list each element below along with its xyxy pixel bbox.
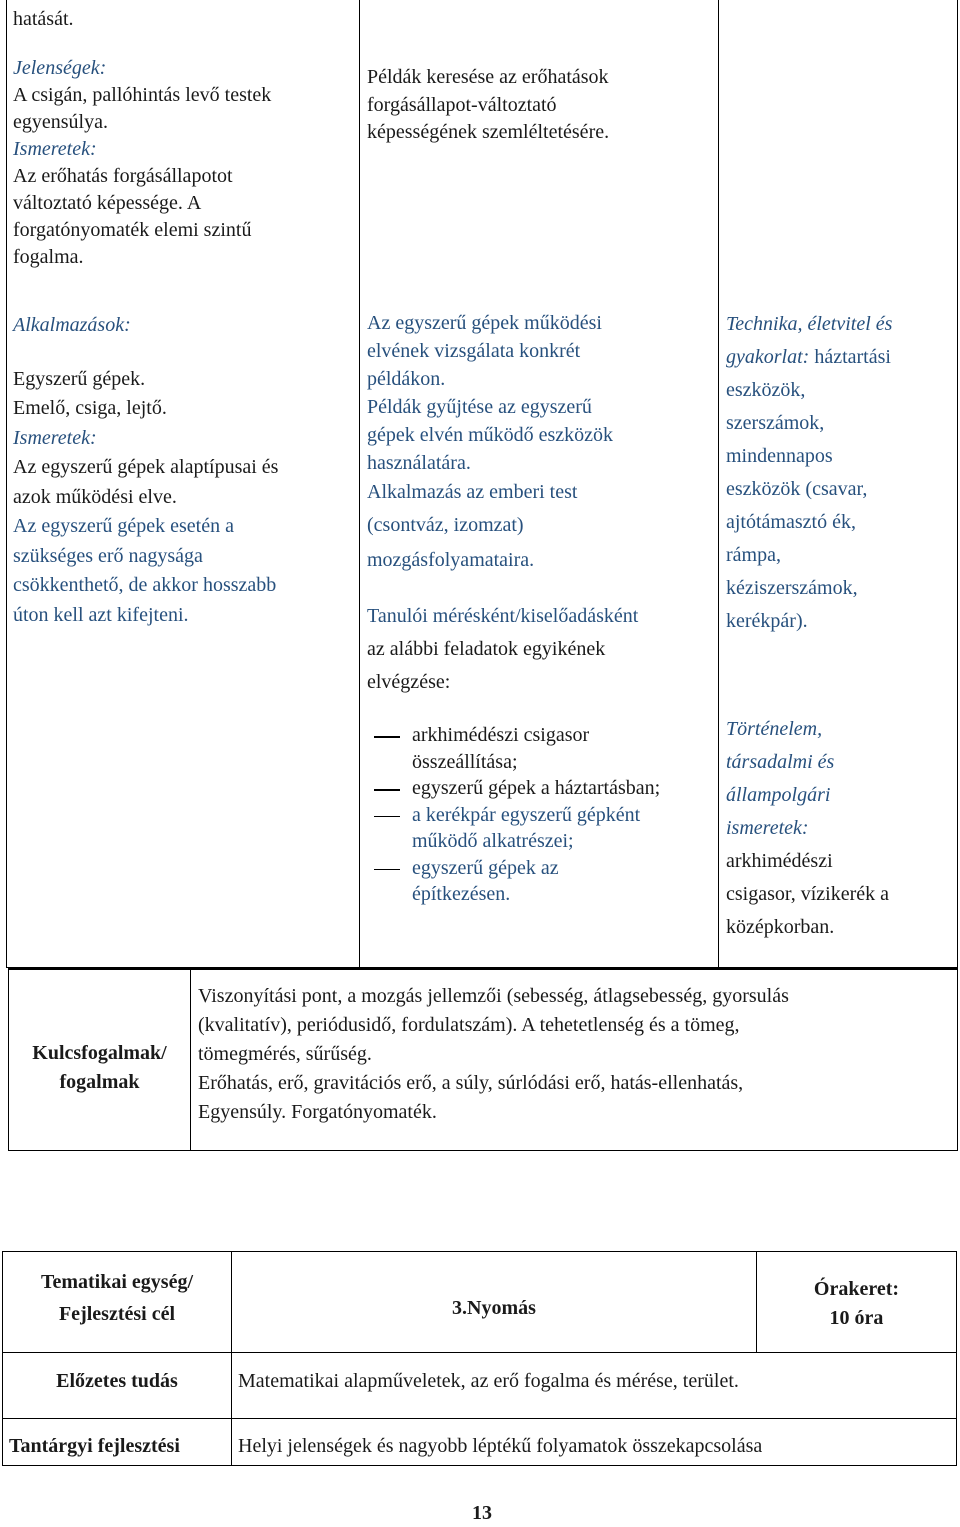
text-line: elvégzése: bbox=[367, 671, 451, 693]
text-line: úton kell azt kifejteni. bbox=[13, 603, 189, 626]
col3-lower-cell bbox=[726, 308, 954, 638]
text-line: forgatónyomaték elemi szintű bbox=[13, 219, 252, 241]
text-line: (kvalitatív), periódusidő, fordulatszám). A tehetetlenség és a tömeg, bbox=[198, 1014, 740, 1036]
text-line: középkorban. bbox=[726, 916, 835, 938]
intro-line: hatását. bbox=[13, 8, 74, 30]
text-line: az alábbi feladatok egyikének bbox=[367, 638, 606, 660]
theme-value: 3.Nyomás bbox=[452, 1297, 536, 1319]
text-line: Az egyszerű gépek alaptípusai és bbox=[13, 456, 279, 478]
table-border bbox=[2, 1251, 957, 1252]
text-line: szükséges erő nagysága bbox=[13, 544, 203, 567]
key-concepts-text bbox=[198, 982, 954, 1127]
text-line: háztartási bbox=[814, 346, 891, 368]
col2-upper-cell bbox=[367, 64, 712, 147]
list-item bbox=[366, 802, 716, 855]
theme-label bbox=[3, 1266, 231, 1330]
text-line: (csontváz, izomzat) bbox=[367, 514, 524, 536]
text-line: működő alkatrészei; bbox=[412, 830, 574, 852]
table-border bbox=[2, 1465, 957, 1466]
col3-lower-cell-history bbox=[726, 713, 954, 944]
text-line: Egyszerű gépek. bbox=[13, 367, 146, 390]
text-line: A csigán, pallóhintás levő testek bbox=[13, 84, 272, 106]
text-line: gépek elvén működő eszközök bbox=[367, 424, 614, 446]
technika-label: gyakorlat: bbox=[726, 346, 810, 368]
text-line: egyensúlya. bbox=[13, 111, 108, 133]
text-line: eszközök (csavar, bbox=[726, 478, 868, 500]
col2-lower-cell bbox=[367, 309, 712, 577]
hours-label: Órakeret: bbox=[813, 1278, 900, 1300]
text-line: ajtótámasztó ék, bbox=[726, 511, 856, 533]
text-line: szerszámok, bbox=[726, 412, 825, 434]
table-border bbox=[718, 0, 719, 968]
dev-label: Tantárgyi fejlesztési bbox=[9, 1435, 180, 1457]
text-line: arkhimédészi bbox=[726, 850, 833, 872]
text-line: a kerékpár egyszerű gépként bbox=[412, 803, 641, 826]
text-line: forgásállapot-változtató bbox=[367, 93, 557, 116]
text-line: kerékpár). bbox=[726, 610, 808, 632]
hours-cell bbox=[757, 1275, 956, 1333]
task-list bbox=[366, 722, 716, 908]
text-line: egyszerű gépek az bbox=[412, 856, 559, 879]
table-border bbox=[2, 1418, 957, 1419]
list-item bbox=[366, 775, 716, 802]
text-line: Az egyszerű gépek működési bbox=[367, 312, 602, 334]
jelensegek-label: Jelenségek: bbox=[13, 57, 107, 79]
text-line: arkhimédészi csigasor bbox=[412, 724, 590, 746]
text-line: példákon. bbox=[367, 368, 446, 390]
text-line: építkezésen. bbox=[412, 883, 511, 905]
label-line: Tematikai egység/ bbox=[40, 1271, 194, 1293]
text-line: kéziszerszámok, bbox=[726, 577, 858, 599]
text-line: Az egyszerű gépek esetén a bbox=[13, 515, 234, 537]
table-border bbox=[2, 1352, 957, 1353]
tortenelem-label: Történelem, bbox=[726, 718, 823, 740]
tortenelem-label: állampolgári bbox=[726, 784, 831, 806]
alkalmazasok-label: Alkalmazások: bbox=[13, 314, 131, 336]
prior-label: Előzetes tudás bbox=[56, 1370, 178, 1392]
text-line: csigasor, vízikerék a bbox=[726, 883, 890, 905]
tortenelem-label: ismeretek: bbox=[726, 817, 809, 839]
text-line: mindennapos bbox=[726, 445, 833, 467]
tortenelem-label: társadalmi és bbox=[726, 751, 835, 773]
ismeretek-label: Ismeretek: bbox=[13, 138, 97, 160]
table-border bbox=[8, 968, 958, 970]
text-line: Példák keresése az erőhatások bbox=[367, 66, 609, 88]
table-border bbox=[231, 1251, 232, 1466]
text-line: Az erőhatás forgásállapotot bbox=[13, 165, 233, 187]
text-line: eszközök, bbox=[726, 379, 806, 401]
label-line: Fejlesztési cél bbox=[58, 1303, 176, 1325]
col1-lower-cell bbox=[13, 311, 353, 630]
text-line: Tanulói mérésként/kiselőadásként bbox=[367, 605, 639, 627]
list-item bbox=[366, 855, 716, 908]
hours-value: 10 óra bbox=[829, 1307, 884, 1329]
table-border bbox=[956, 1251, 957, 1466]
text-line: tömegmérés, sűrűség. bbox=[198, 1043, 372, 1065]
text-line: Példák gyűjtése az egyszerű bbox=[367, 396, 592, 418]
prior-value: Matematikai alapműveletek, az erő fogalma és mérése, terület. bbox=[238, 1370, 739, 1392]
technika-label: Technika, életvitel és bbox=[726, 313, 893, 335]
text-line: Erőhatás, erő, gravitációs erő, a súly, súrlódási erő, hatás-ellenhatás, bbox=[198, 1072, 744, 1094]
text-line: Alkalmazás az emberi test bbox=[367, 481, 578, 503]
text-line: összeállítása; bbox=[412, 750, 518, 773]
col2-lower-cell-task-intro bbox=[367, 600, 712, 699]
text-line: használatára. bbox=[367, 452, 471, 474]
text-line: Viszonyítási pont, a mozgás jellemzői (sebesség, átlagsebesség, gyorsulás bbox=[198, 985, 789, 1007]
col1-upper-cell bbox=[13, 6, 353, 271]
list-item bbox=[366, 722, 716, 775]
table-border bbox=[190, 968, 191, 1151]
text-line: változtató képessége. A bbox=[13, 192, 202, 214]
label-line: Kulcsfogalmak/ bbox=[32, 1042, 167, 1064]
page-number: 13 bbox=[472, 1502, 492, 1524]
text-line: azok működési elve. bbox=[13, 485, 177, 508]
label-line: fogalmak bbox=[59, 1071, 140, 1093]
text-line: mozgásfolyamataira. bbox=[367, 549, 535, 571]
text-line: képességének szemléltetésére. bbox=[367, 121, 610, 143]
table-border bbox=[957, 0, 958, 968]
text-line: egyszerű gépek a háztartásban; bbox=[412, 777, 661, 799]
key-concepts-label bbox=[9, 1039, 190, 1097]
text-line: rámpa, bbox=[726, 544, 781, 566]
text-line: csökkenthető, de akkor hosszabb bbox=[13, 574, 277, 596]
text-line: Emelő, csiga, lejtő. bbox=[13, 397, 167, 419]
text-line: fogalma. bbox=[13, 246, 84, 268]
dev-value: Helyi jelenségek és nagyobb léptékű folyamatok összekapcsolása bbox=[238, 1435, 763, 1457]
table-border bbox=[359, 0, 360, 968]
table-border bbox=[957, 968, 958, 1151]
table-border bbox=[8, 1150, 958, 1151]
table-border bbox=[6, 0, 7, 968]
text-line: elvének vizsgálata konkrét bbox=[367, 340, 581, 362]
ismeretek-label: Ismeretek: bbox=[13, 426, 97, 449]
text-line: Egyensúly. Forgatónyomaték. bbox=[198, 1101, 437, 1123]
